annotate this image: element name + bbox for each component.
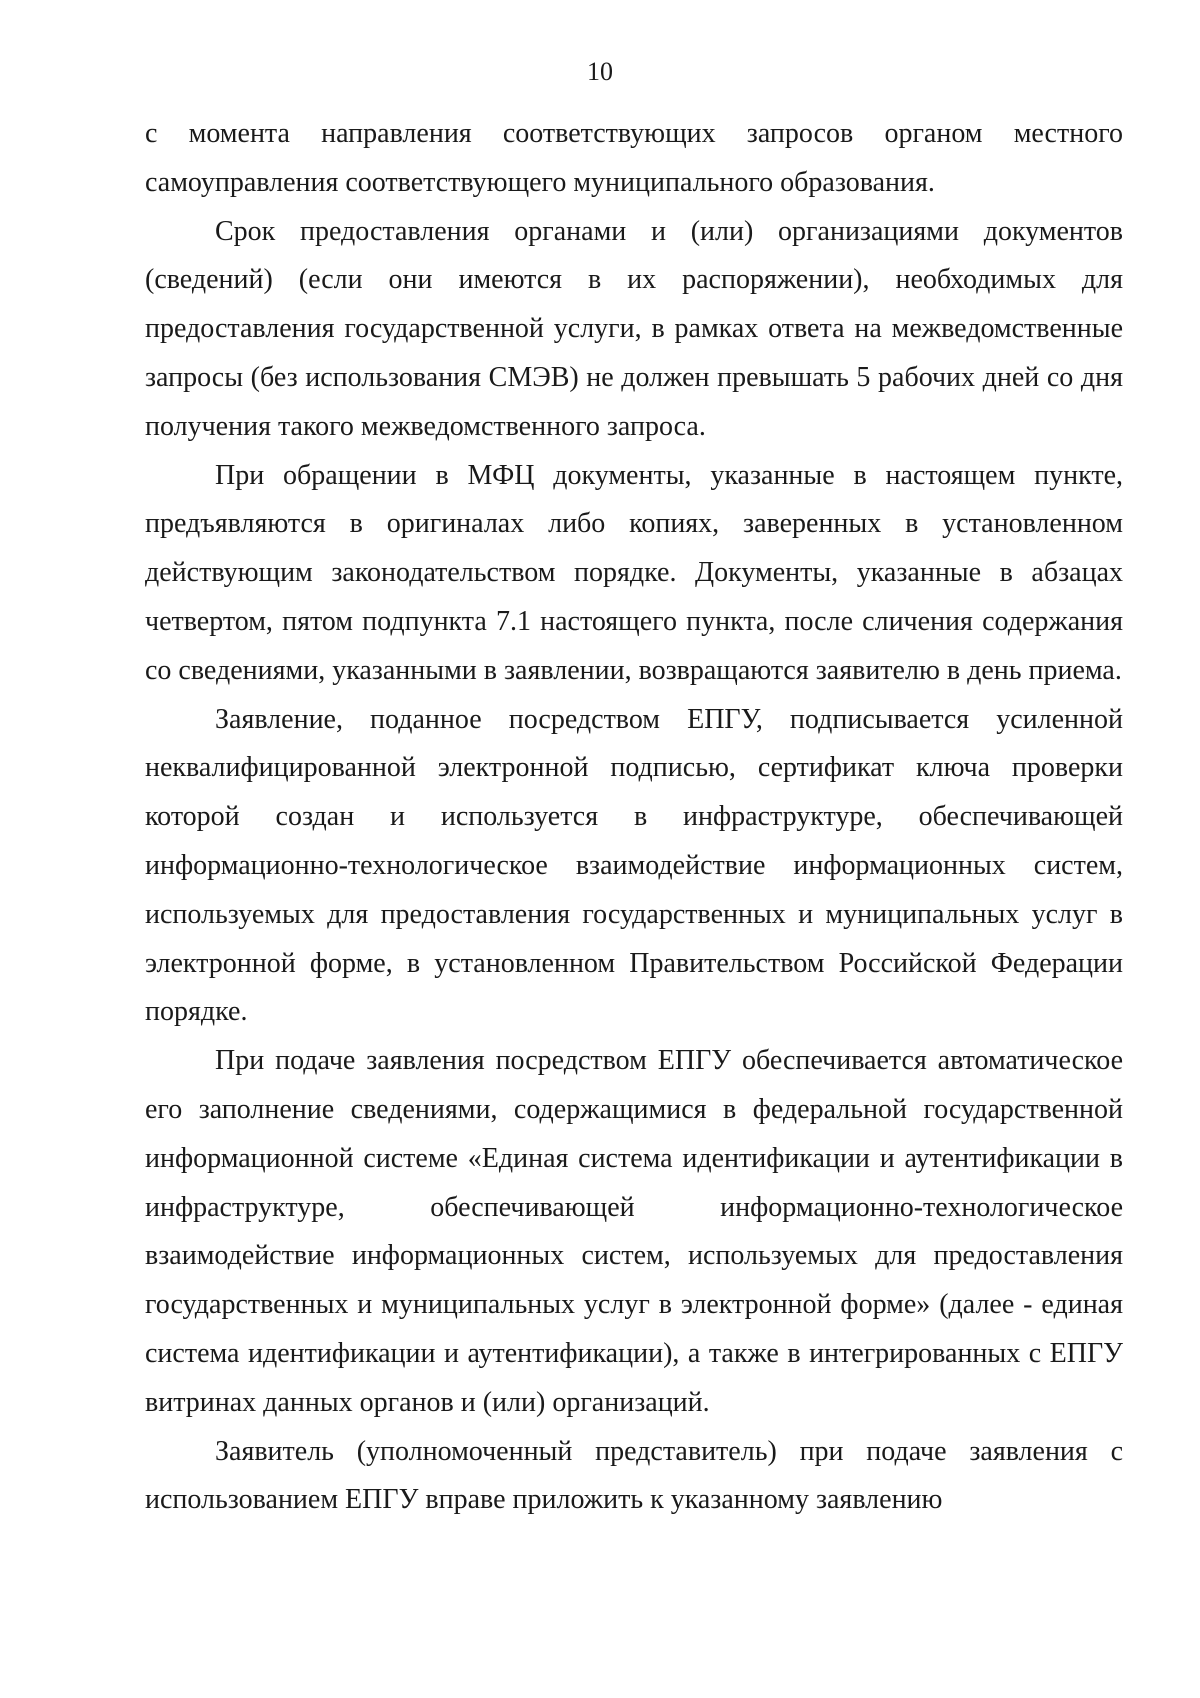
paragraph-document-deadline: Срок предоставления органами и (или) организациями документов (сведений) (если они имеются в их распоряжении), необходимых для предоставления государственной услуги, в рамках ответа на межведомственные запросы (без использования СМЭВ) не должен превышать 5 рабочих дней со дня получения такого межведомственного запроса. [145,215,1123,442]
paragraph-continuation: с момента направления соответствующих запросов органом местного самоуправления соответствующего муниципального образования. [145,118,1123,198]
page-number: 10 [587,57,613,86]
paragraph-epgu-autofill: При подаче заявления посредством ЕПГУ обеспечивается автоматическое его заполнение сведениями, содержащимися в федеральной государственной информационной системе «Единая система идентификации и аутентификации в инфраструктуре, обеспечивающей информационно-технологическое взаимодействие информационных систем, используемых для предоставления государственных и муниципальных услуг в электронной форме» (далее - единая система идентификации и аутентификации), а также в интегрированных с ЕПГУ витринах данных органов и (или) организаций. [145,1045,1123,1418]
paragraph-epgu-signature: Заявление, поданное посредством ЕПГУ, подписывается усиленной неквалифицированной электронной подписью, сертификат ключа проверки которой создан и используется в инфраструктуре, обеспечивающей информационно-технологическое взаимодействие информационных систем, используемых для предоставления государственных и муниципальных услуг в электронной форме, в установленном Правительством Российской Федерации порядке. [145,703,1123,1028]
paragraph-applicant-attachments: Заявитель (уполномоченный представитель) при подаче заявления с использованием ЕПГУ вправе приложить к указанному заявлению [145,1435,1123,1516]
document-body [145,110,1123,1525]
paragraph-mfc-documents: При обращении в МФЦ документы, указанные в настоящем пункте, предъявляются в оригиналах либо копиях, заверенных в установленном действующим законодательством порядке. Документы, указанные в абзацах четвертом, пятом подпункта 7.1 настоящего пункта, после сличения содержания со сведениями, указанными в заявлении, возвращаются заявителю в день приема. [145,459,1123,686]
